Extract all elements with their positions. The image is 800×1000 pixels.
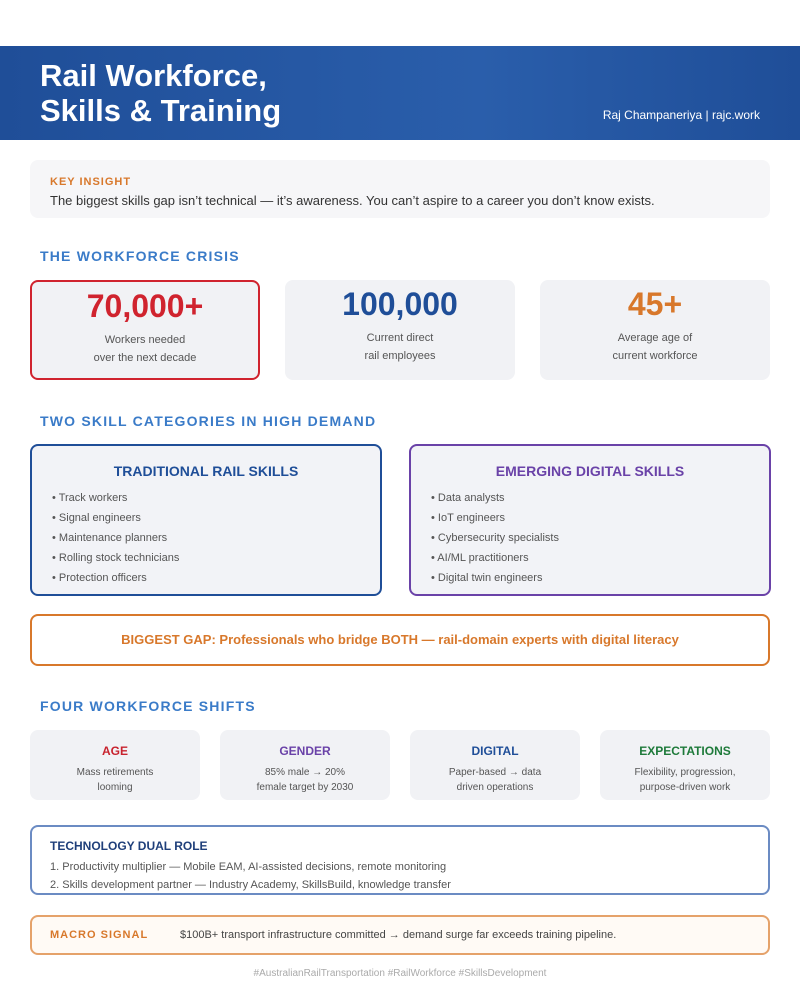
shift-description: 85% male → 20% female target by 2030 [256, 767, 354, 793]
technology-line-1: 1. Productivity multiplier — Mobile EAM, AI-assisted decisions, remote monitoring [50, 861, 447, 873]
stat-value: 45+ [627, 286, 683, 322]
list-item: • Digital twin engineers [431, 572, 543, 584]
list-item: • Signal engineers [52, 512, 141, 524]
title-line-2: Skills & Training [40, 93, 282, 128]
title-line-1: Rail Workforce, [40, 58, 267, 93]
list-item: • AI/ML practitioners [431, 552, 529, 564]
list-item: • Track workers [52, 492, 128, 504]
stat-value: 70,000+ [86, 288, 204, 324]
key-insight-box [30, 160, 770, 218]
shift-card-expectations [600, 730, 770, 800]
shift-heading: AGE [101, 744, 128, 758]
stat-description: Current direct rail employees [364, 332, 436, 362]
digital-skills-list [431, 491, 559, 591]
author-byline: Raj Champaneriya | rajc.work [602, 108, 760, 122]
list-item: • Cybersecurity specialists [431, 532, 559, 544]
shift-heading: DIGITAL [471, 744, 519, 758]
shift-description: Flexibility, progression, purpose-driven work [634, 767, 736, 793]
header-banner [0, 46, 800, 140]
stat-card [30, 280, 260, 380]
digital-skills-heading: EMERGING DIGITAL SKILLS [495, 463, 685, 479]
macro-signal-box [30, 915, 770, 955]
section-title-shifts: FOUR WORKFORCE SHIFTS [40, 698, 256, 714]
traditional-skills-box [30, 444, 382, 596]
shift-heading: GENDER [279, 744, 331, 758]
page-title [40, 58, 281, 128]
stat-description: Average age of current workforce [612, 332, 698, 362]
technology-heading: TECHNOLOGY DUAL ROLE [50, 839, 208, 853]
digital-skills-box [409, 444, 771, 596]
biggest-gap-callout: BIGGEST GAP: Professionals who bridge BOTH — rail-domain experts with digital literacy [30, 614, 770, 666]
key-insight-label: KEY INSIGHT [50, 176, 132, 188]
footer-hashtags: #AustralianRailTransportation #RailWorkforce #SkillsDevelopment [253, 968, 547, 979]
traditional-skills-list [52, 491, 179, 591]
section-title-skills: TWO SKILL CATEGORIES IN HIGH DEMAND [40, 413, 377, 429]
technology-dual-role-box [30, 825, 770, 895]
section-title-crisis: THE WORKFORCE CRISIS [40, 248, 240, 264]
macro-signal-text: $100B+ transport infrastructure committed → demand surge far exceeds training pipeline. [180, 929, 617, 941]
list-item: • Data analysts [431, 492, 505, 504]
list-item: • Rolling stock technicians [52, 552, 180, 564]
list-item: • Protection officers [52, 572, 147, 584]
key-insight-text: The biggest skills gap isn’t technical — it’s awareness. You can’t aspire to a career you don’t know exists. [50, 193, 655, 208]
shift-description: Mass retirements looming [76, 767, 154, 793]
shift-card-digital [410, 730, 580, 800]
technology-line-2: 2. Skills development partner — Industry Academy, SkillsBuild, knowledge transfer [50, 879, 451, 891]
traditional-skills-heading: TRADITIONAL RAIL SKILLS [113, 463, 299, 479]
list-item: • IoT engineers [431, 512, 505, 524]
stat-card [285, 280, 515, 380]
list-item: • Maintenance planners [52, 532, 168, 544]
shift-card-gender [220, 730, 390, 800]
shift-card-age [30, 730, 200, 800]
shift-heading: EXPECTATIONS [639, 744, 731, 758]
shift-description: Paper-based → data driven operations [448, 767, 542, 793]
stat-description: Workers needed over the next decade [93, 334, 197, 364]
stat-value: 100,000 [342, 286, 458, 322]
macro-signal-label: MACRO SIGNAL [50, 929, 149, 941]
stat-card [540, 280, 770, 380]
